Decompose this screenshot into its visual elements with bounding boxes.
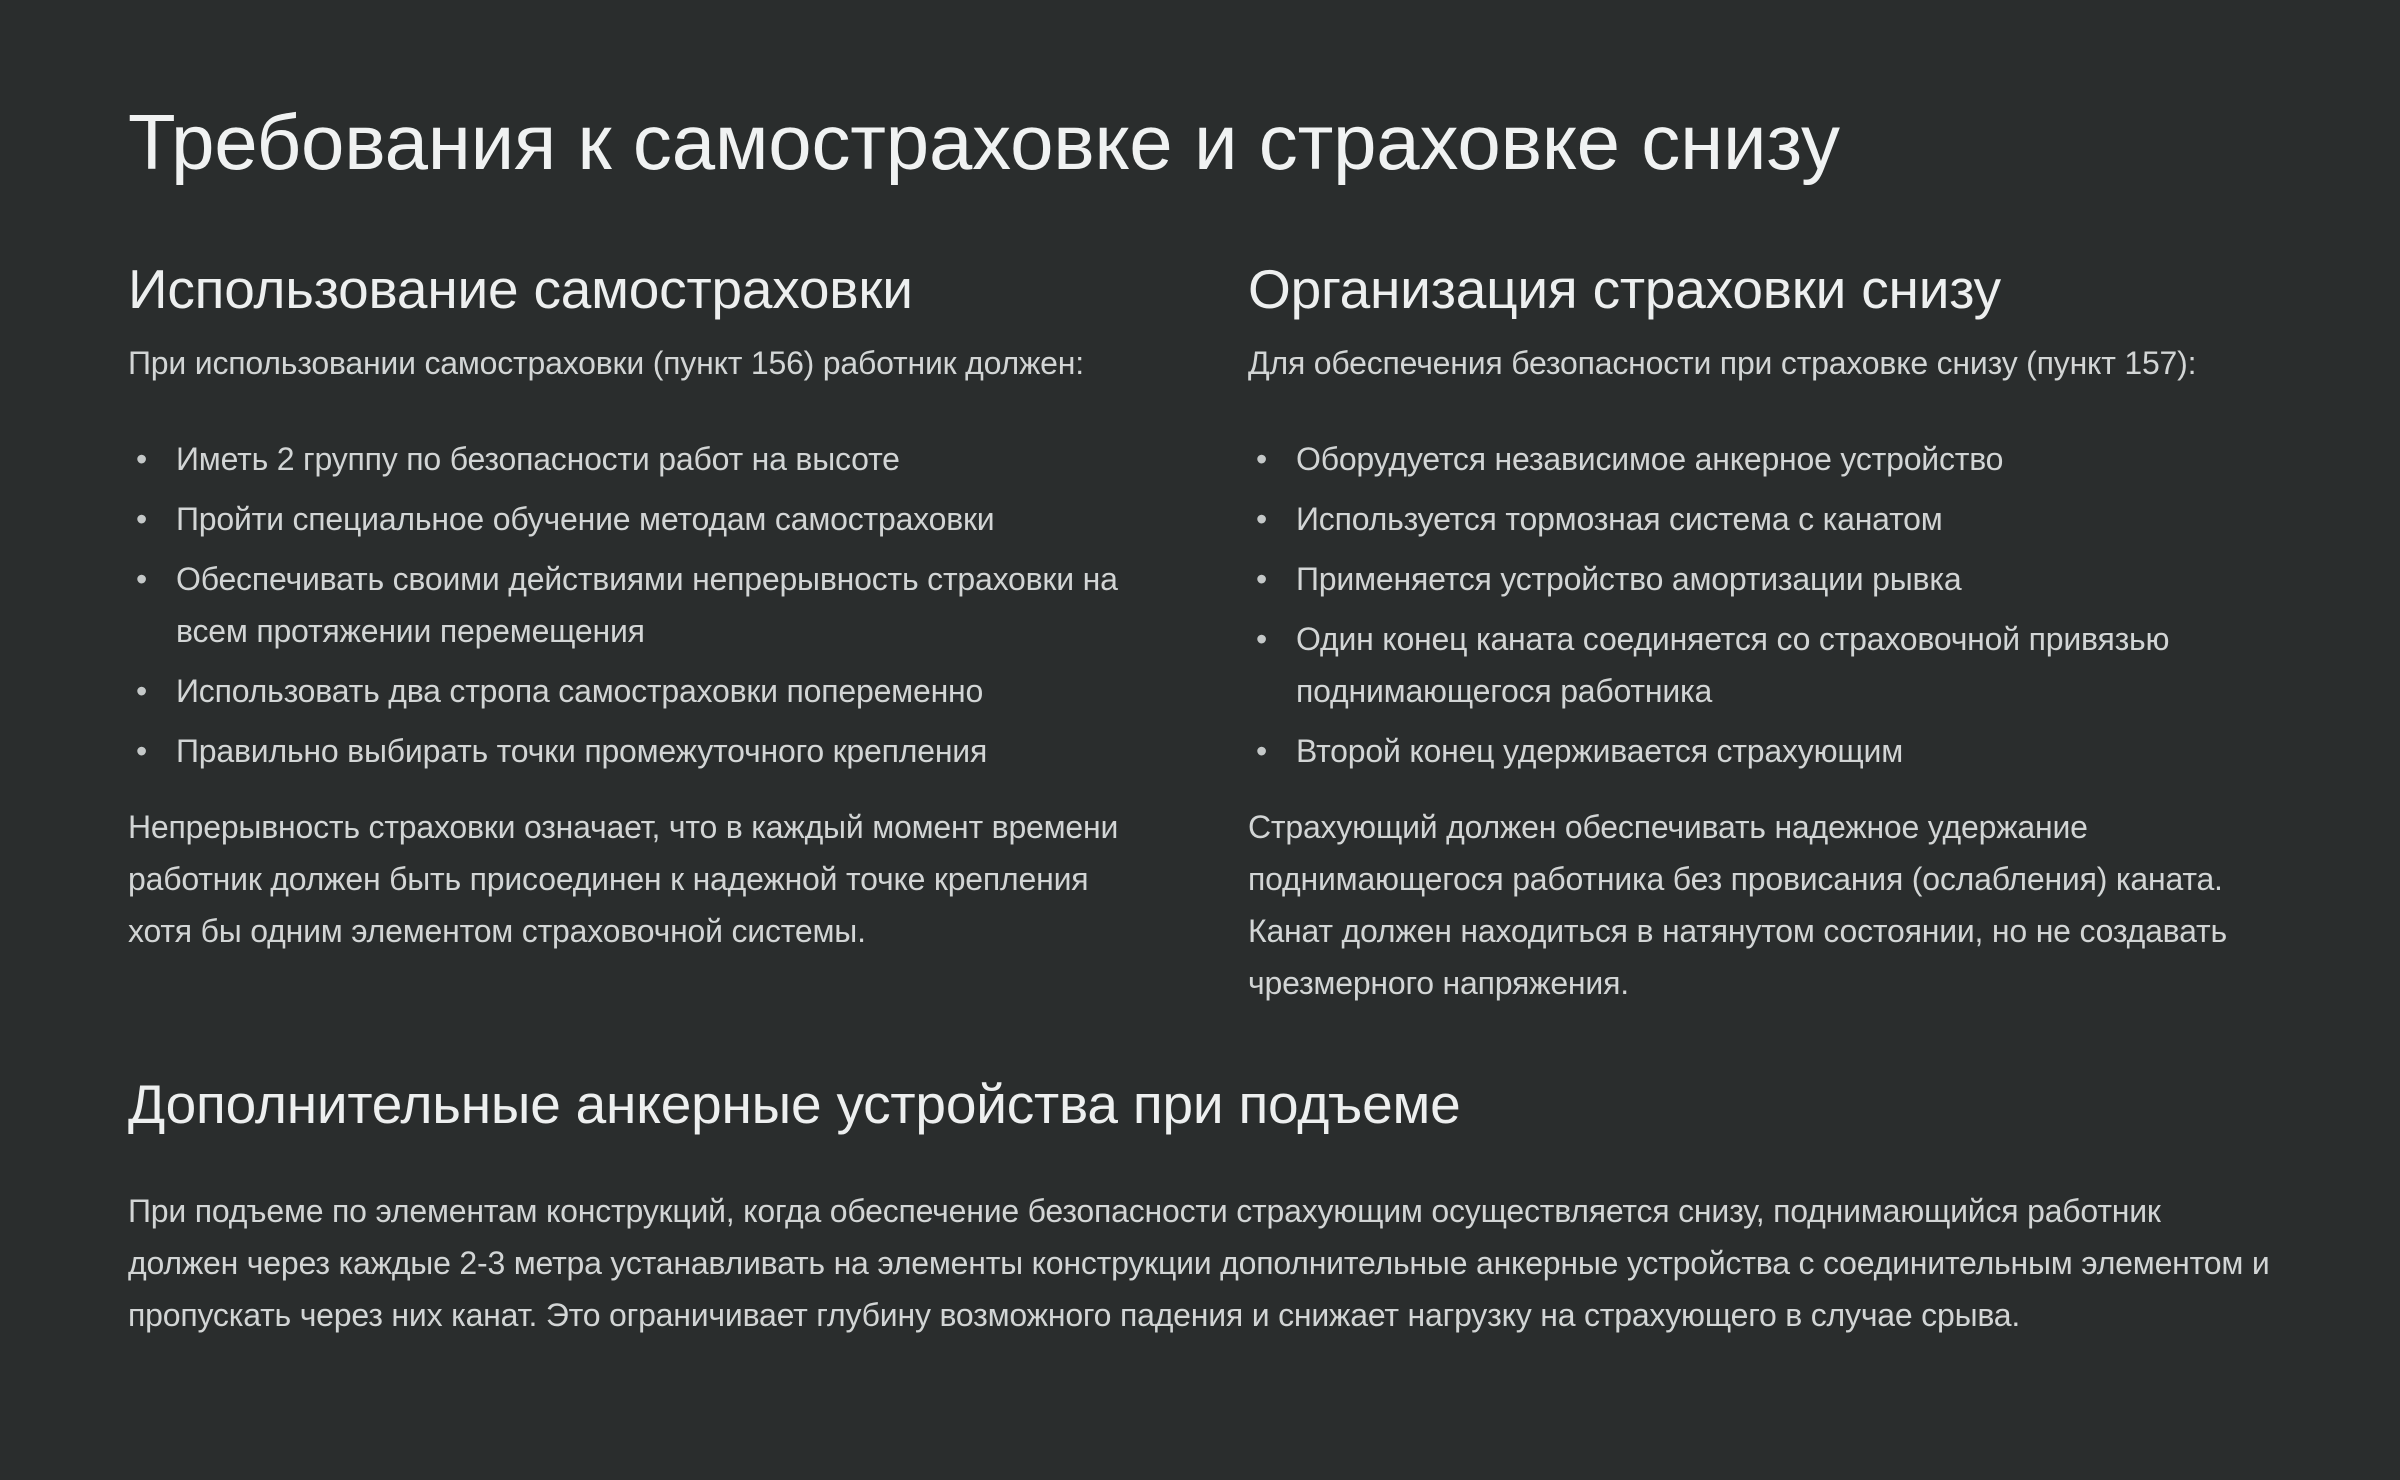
- list-item-text: Пройти специальное обучение методам самостраховки: [176, 501, 995, 538]
- bullet-icon: •: [1256, 733, 1268, 770]
- section-intro-lower-belay: Для обеспечения безопасности при страховке снизу (пункт 157):: [1248, 345, 2197, 382]
- bullet-icon: •: [136, 441, 148, 478]
- section-heading-self-belay: Использование самостраховки: [128, 257, 913, 320]
- section-additional-anchors: [128, 1069, 2272, 1341]
- list-item: [128, 725, 1152, 777]
- bullet-icon: •: [136, 673, 148, 710]
- list-item: [128, 553, 1152, 657]
- bullet-icon: •: [1256, 621, 1268, 658]
- list-item: [128, 665, 1152, 717]
- list-item-text: Оборудуется независимое анкерное устройство: [1296, 441, 2004, 478]
- section-text-additional-anchors: При подъеме по элементам конструкций, когда обеспечение безопасности страхующим осуществляется снизу, поднимающийся работник должен через каждые 2-3 метра устанавливать на элементы конструкции дополнительные анкерные устройства с соединительным элементом и пропускать через них канат. Это ограничивает глубину возможного падения и снижает нагрузку на страхующего в случае срыва.: [128, 1192, 2270, 1333]
- bullet-icon: •: [1256, 441, 1268, 478]
- page-title: Требования к самостраховке и страховке снизу: [128, 98, 1840, 186]
- section-note-self-belay: Непрерывность страховки означает, что в каждый момент времени работник должен быть присоединен к надежной точке крепления хотя бы одним элементом страховочной системы.: [128, 809, 1119, 950]
- section-heading-lower-belay: Организация страховки снизу: [1248, 257, 2001, 320]
- list-item: [1248, 493, 2272, 545]
- list-item: [128, 433, 1152, 485]
- list-item-text: Используется тормозная система с канатом: [1296, 501, 1943, 538]
- bullet-icon: •: [136, 501, 148, 538]
- list-item: [1248, 725, 2272, 777]
- bullet-icon: •: [136, 733, 148, 770]
- section-lower-belay: [1248, 254, 2272, 1010]
- list-item: [128, 493, 1152, 545]
- section-heading-additional-anchors: Дополнительные анкерные устройства при подъеме: [128, 1073, 1461, 1136]
- list-item: [1248, 613, 2272, 717]
- bullet-icon: •: [136, 561, 148, 598]
- bullet-list-self-belay: [128, 433, 1152, 777]
- list-item-text: Правильно выбирать точки промежуточного крепления: [176, 733, 988, 770]
- bullet-list-lower-belay: [1248, 433, 2272, 777]
- list-item-text: Использовать два стропа самостраховки попеременно: [176, 673, 984, 710]
- list-item-text: Обеспечивать своими действиями непрерывность страховки на всем протяжении перемещения: [176, 561, 1118, 650]
- list-item-text: Один конец каната соединяется со страховочной привязью поднимающегося работника: [1296, 621, 2170, 710]
- list-item-text: Применяется устройство амортизации рывка: [1296, 561, 1962, 598]
- section-intro-self-belay: При использовании самостраховки (пункт 156) работник должен:: [128, 345, 1084, 382]
- section-self-belay: [128, 254, 1152, 1010]
- section-note-lower-belay: Страхующий должен обеспечивать надежное удержание поднимающегося работника без провисания (ослабления) каната. Канат должен находиться в натянутом состоянии, но не создавать чрезмерного напряжения.: [1248, 809, 2227, 1002]
- list-item-text: Второй конец удерживается страхующим: [1296, 733, 1904, 770]
- list-item: [1248, 553, 2272, 605]
- list-item-text: Иметь 2 группу по безопасности работ на высоте: [176, 441, 900, 478]
- bullet-icon: •: [1256, 561, 1268, 598]
- bullet-icon: •: [1256, 501, 1268, 538]
- list-item: [1248, 433, 2272, 485]
- two-column-layout: [128, 254, 2272, 1010]
